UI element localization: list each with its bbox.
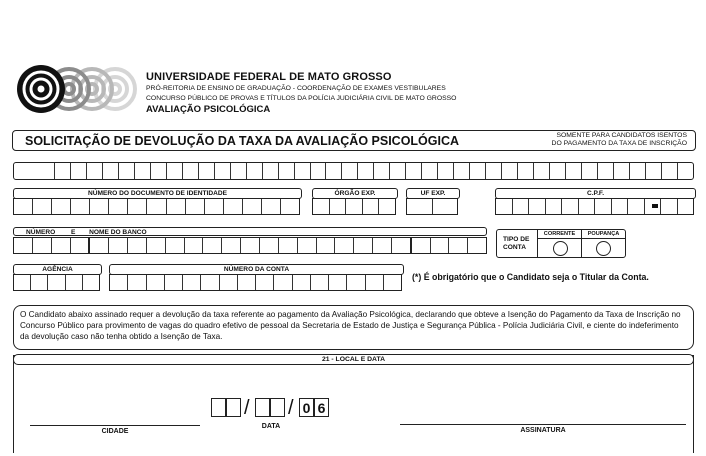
university-name: UNIVERSIDADE FEDERAL DE MATO GROSSO [146, 71, 392, 83]
char-cell[interactable] [90, 199, 109, 214]
documento-label: NÚMERO DO DOCUMENTO DE IDENTIDADE [13, 188, 302, 199]
char-cell[interactable] [205, 199, 224, 214]
orgao-label: ÓRGÃO EXP. [312, 188, 398, 199]
char-cell[interactable] [433, 199, 458, 214]
char-cell[interactable] [220, 275, 238, 290]
char-cell[interactable] [390, 163, 406, 179]
char-cell[interactable] [71, 199, 90, 214]
char-cell[interactable] [33, 238, 52, 253]
char-cell[interactable] [14, 238, 33, 253]
agencia-field[interactable] [13, 274, 100, 291]
char-cell[interactable] [550, 163, 566, 179]
char-cell[interactable] [595, 199, 612, 214]
char-cell[interactable] [329, 275, 347, 290]
header-line-4: AVALIAÇÃO PSICOLÓGICA [146, 104, 271, 115]
banco-label [13, 227, 487, 236]
titular-notice: (*) É obrigatório que o Candidato seja o Titular da Conta. [412, 272, 649, 282]
char-cell[interactable] [407, 199, 433, 214]
char-cell[interactable] [185, 238, 204, 253]
char-cell[interactable] [335, 238, 354, 253]
char-cell[interactable] [128, 199, 147, 214]
char-cell[interactable] [468, 238, 486, 253]
char-cell[interactable] [313, 199, 330, 214]
char-cell[interactable] [562, 199, 579, 214]
year-digit-1: 0 [299, 398, 314, 417]
char-cell[interactable] [374, 163, 390, 179]
banco-field[interactable] [13, 237, 487, 254]
month-digit-2[interactable] [270, 398, 285, 417]
char-cell[interactable] [201, 275, 219, 290]
cpf-dash [652, 204, 658, 208]
char-cell[interactable] [346, 199, 363, 214]
char-cell[interactable] [392, 238, 412, 253]
tipo-conta-box [496, 229, 626, 258]
date-field[interactable] [211, 398, 341, 420]
char-cell[interactable] [534, 163, 550, 179]
char-cell[interactable] [502, 163, 518, 179]
char-cell[interactable] [167, 199, 186, 214]
char-cell[interactable] [262, 199, 281, 214]
char-cell[interactable] [135, 163, 151, 179]
char-cell[interactable] [260, 238, 279, 253]
char-cell[interactable] [33, 199, 52, 214]
char-cell[interactable] [279, 163, 295, 179]
char-cell[interactable] [281, 199, 299, 214]
char-cell[interactable] [90, 238, 109, 253]
char-cell[interactable] [379, 199, 395, 214]
char-cell[interactable] [147, 238, 166, 253]
declaration-text: O Candidato abaixo assinado requer a devolução da taxa referente ao pagamento da Avaliação Psicológica, declarando que obteve a Isenção do Pagamento da Taxa de Inscrição no Concurso Público para provimento de vagas do quadro efetivo de pessoal da Secretaria de Estado de Justiça e Segurança Pública - Polícia Judiciária Civil, e ciente do indeferimento da devolução caso não tenha obtido a Isenção de Taxa. [13, 305, 694, 350]
char-cell[interactable] [598, 163, 614, 179]
char-cell[interactable] [678, 163, 693, 179]
corrente-label: CORRENTE [543, 231, 576, 237]
char-cell[interactable] [311, 163, 327, 179]
char-cell[interactable] [470, 163, 486, 179]
ufmt-logo [14, 64, 139, 114]
local-data-header [13, 354, 694, 365]
char-cell[interactable] [454, 163, 470, 179]
tipo-conta-line-2: CONTA [503, 244, 526, 251]
header-line-3: CONCURSO PÚBLICO DE PROVAS E TÍTULOS DA POLÍCIA JUDICIÁRIA CIVIL DE MATO GROSSO [146, 95, 457, 102]
char-cell[interactable] [224, 199, 243, 214]
char-cell[interactable] [183, 163, 199, 179]
poupanca-label: POUPANÇA [587, 231, 620, 237]
char-cell[interactable] [31, 275, 48, 290]
nome-banco-label: NOME DO BANCO [89, 229, 147, 236]
char-cell[interactable] [147, 199, 166, 214]
char-cell[interactable] [579, 199, 596, 214]
char-cell[interactable] [203, 238, 222, 253]
title-note-line-2: DO PAGAMENTO DA TAXA DE INSCRIÇÃO [551, 140, 687, 147]
char-cell[interactable] [412, 238, 431, 253]
nome-field[interactable] [13, 162, 694, 180]
char-cell[interactable] [311, 275, 329, 290]
char-cell[interactable] [238, 275, 256, 290]
char-cell[interactable] [662, 163, 678, 179]
char-cell[interactable] [317, 238, 336, 253]
char-cell[interactable] [628, 199, 645, 214]
tipo-conta-line-1: TIPO DE [503, 236, 530, 243]
char-cell[interactable] [406, 163, 422, 179]
char-cell[interactable] [274, 275, 292, 290]
char-cell[interactable] [438, 163, 454, 179]
char-cell[interactable] [263, 163, 279, 179]
char-cell[interactable] [247, 163, 263, 179]
e-label: E [71, 229, 76, 236]
char-cell[interactable] [366, 275, 384, 290]
char-cell[interactable] [186, 199, 205, 214]
form-title: SOLICITAÇÃO DE DEVOLUÇÃO DA TAXA DA AVALIAÇÃO PSICOLÓGICA [25, 134, 460, 148]
char-cell[interactable] [630, 163, 646, 179]
numero-banco-label: NÚMERO [26, 229, 56, 236]
char-cell[interactable] [83, 275, 99, 290]
month-digit-1[interactable] [255, 398, 270, 417]
char-cell[interactable] [646, 163, 662, 179]
char-cell[interactable] [293, 275, 311, 290]
char-cell[interactable] [347, 275, 365, 290]
char-cell[interactable] [678, 199, 694, 214]
char-cell[interactable] [109, 238, 128, 253]
form-title-bar [12, 130, 696, 151]
char-cell[interactable] [165, 275, 183, 290]
char-cell[interactable] [431, 238, 450, 253]
char-cell[interactable] [422, 163, 438, 179]
char-cell[interactable] [14, 163, 55, 179]
char-cell[interactable] [496, 199, 513, 214]
char-cell[interactable] [183, 275, 201, 290]
documento-field[interactable] [13, 198, 300, 215]
char-cell[interactable] [529, 199, 546, 214]
title-note [552, 132, 687, 148]
char-cell[interactable] [55, 163, 71, 179]
char-cell[interactable] [363, 199, 380, 214]
year-digit-2: 6 [314, 398, 329, 417]
data-label: DATA [261, 423, 281, 430]
char-cell[interactable] [71, 238, 91, 253]
char-cell[interactable] [109, 199, 128, 214]
date-slash-1: / [244, 397, 250, 419]
cidade-line [30, 425, 200, 426]
char-cell[interactable] [513, 199, 530, 214]
char-cell[interactable] [330, 199, 347, 214]
char-cell[interactable] [384, 275, 401, 290]
char-cell[interactable] [326, 163, 342, 179]
char-cell[interactable] [66, 275, 83, 290]
char-cell[interactable] [14, 199, 33, 214]
char-cell[interactable] [110, 275, 128, 290]
assinatura-line [400, 424, 686, 425]
cpf-field[interactable] [495, 198, 694, 215]
char-cell[interactable] [128, 238, 147, 253]
char-cell[interactable] [373, 238, 392, 253]
char-cell[interactable] [52, 238, 71, 253]
poupanca-radio[interactable] [596, 241, 611, 256]
char-cell[interactable] [546, 199, 563, 214]
local-data-label: 21 - LOCAL E DATA [321, 356, 386, 363]
header-line-2: PRÓ-REITORIA DE ENSINO DE GRADUAÇÃO - COORDENAÇÃO DE EXAMES VESTIBULARES [146, 85, 446, 92]
char-cell[interactable] [48, 275, 65, 290]
char-cell[interactable] [486, 163, 502, 179]
char-cell[interactable] [582, 163, 598, 179]
tipo-conta-label [503, 236, 529, 252]
char-cell[interactable] [243, 199, 262, 214]
char-cell[interactable] [167, 163, 183, 179]
day-digit-1[interactable] [211, 398, 226, 417]
char-cell[interactable] [119, 163, 135, 179]
char-cell[interactable] [661, 199, 678, 214]
char-cell[interactable] [612, 199, 629, 214]
char-cell[interactable] [103, 163, 119, 179]
char-cell[interactable] [449, 238, 468, 253]
day-digit-2[interactable] [226, 398, 241, 417]
char-cell[interactable] [166, 238, 185, 253]
char-cell[interactable] [279, 238, 298, 253]
char-cell[interactable] [566, 163, 582, 179]
char-cell[interactable] [342, 163, 358, 179]
char-cell[interactable] [231, 163, 247, 179]
numero-conta-field[interactable] [109, 274, 402, 291]
numero-conta-label: NÚMERO DA CONTA [109, 264, 404, 275]
uf-field[interactable] [406, 198, 458, 215]
corrente-radio[interactable] [553, 241, 568, 256]
char-cell[interactable] [222, 238, 241, 253]
orgao-field[interactable] [312, 198, 396, 215]
char-cell[interactable] [147, 275, 165, 290]
char-cell[interactable] [52, 199, 71, 214]
local-data-section [13, 355, 694, 453]
title-note-line-1: SOMENTE PARA CANDIDATOS ISENTOS [556, 132, 687, 139]
char-cell[interactable] [14, 275, 31, 290]
char-cell[interactable] [358, 163, 374, 179]
char-cell[interactable] [215, 163, 231, 179]
char-cell[interactable] [298, 238, 317, 253]
char-cell[interactable] [295, 163, 311, 179]
char-cell[interactable] [354, 238, 373, 253]
char-cell[interactable] [128, 275, 146, 290]
char-cell[interactable] [71, 163, 87, 179]
char-cell[interactable] [199, 163, 215, 179]
cpf-label: C.P.F. [495, 188, 696, 199]
agencia-label: AGÊNCIA [13, 264, 102, 275]
date-slash-2: / [288, 397, 294, 419]
char-cell[interactable] [256, 275, 274, 290]
uf-label: UF EXP. [406, 188, 460, 199]
char-cell[interactable] [87, 163, 103, 179]
assinatura-label: ASSINATURA [520, 427, 566, 434]
char-cell[interactable] [518, 163, 534, 179]
char-cell[interactable] [241, 238, 260, 253]
cidade-label: CIDADE [101, 428, 129, 435]
char-cell[interactable] [151, 163, 167, 179]
char-cell[interactable] [614, 163, 630, 179]
